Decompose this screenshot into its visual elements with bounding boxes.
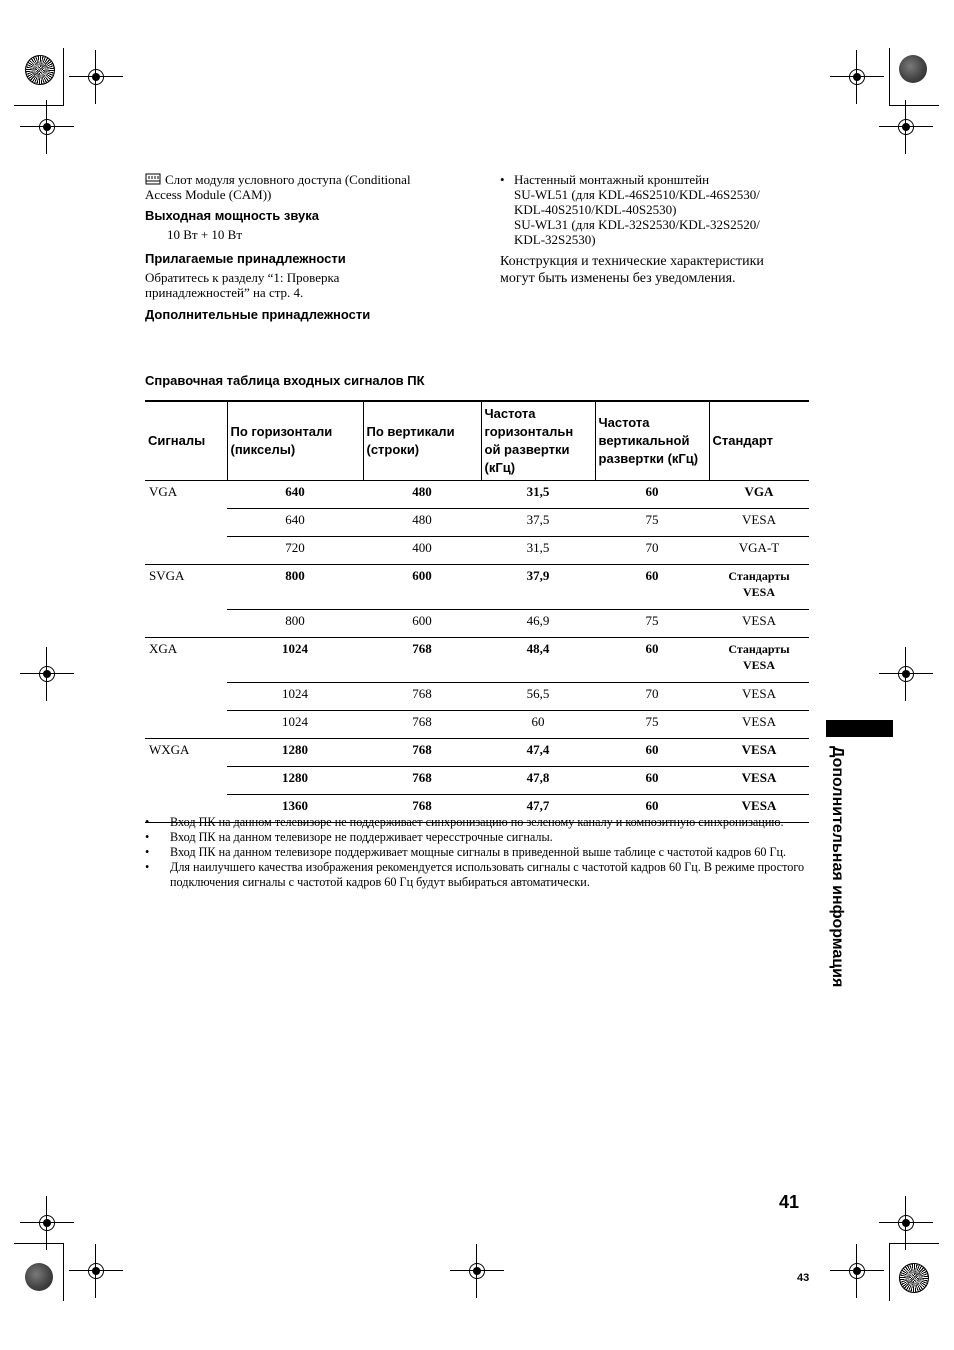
registration-mark [85, 66, 107, 88]
standard-cell: Стандарты VESA [709, 565, 809, 610]
standard-cell: VESA [709, 739, 809, 767]
h-pixels-cell: 1280 [227, 767, 363, 795]
signal-cell: SVGA [145, 565, 227, 610]
registration-mark [36, 663, 58, 685]
standard-cell: VESA [709, 711, 809, 739]
note-item [145, 860, 805, 890]
v-lines-cell: 768 [363, 795, 481, 823]
v-freq-cell: 60 [595, 481, 709, 509]
table-row [145, 638, 809, 683]
bullet: • [145, 830, 150, 844]
signal-cell [145, 537, 227, 565]
v-freq-cell: 60 [595, 795, 709, 823]
registration-mark [85, 1260, 107, 1282]
h-pixels-cell: 800 [227, 565, 363, 610]
disclaimer: Конструкция и технические характеристики могут быть изменены без уведомления. [500, 254, 764, 286]
pc-signal-table [145, 400, 809, 823]
bracket-line: SU-WL51 (для KDL-46S2510/KDL-46S2530/ [514, 187, 760, 202]
h-pixels-cell: 1024 [227, 683, 363, 711]
h-pixels-cell: 1024 [227, 638, 363, 683]
signal-cell [145, 767, 227, 795]
signal-cell: XGA [145, 638, 227, 683]
h-pixels-cell: 640 [227, 481, 363, 509]
bracket-title: Настенный монтажный кронштейн [514, 172, 710, 187]
table-row [145, 739, 809, 767]
h-freq-cell: 46,9 [481, 610, 595, 638]
signal-cell [145, 683, 227, 711]
h-pixels-cell: 1280 [227, 739, 363, 767]
table-notes [145, 815, 805, 890]
v-lines-cell: 480 [363, 509, 481, 537]
h-pixels-cell: 640 [227, 509, 363, 537]
v-lines-cell: 768 [363, 739, 481, 767]
note-item [145, 815, 805, 830]
standard-cell: VGA-T [709, 537, 809, 565]
v-freq-cell: 60 [595, 565, 709, 610]
bullet: • [145, 860, 150, 874]
note-text: Вход ПК на данном телевизоре не поддерживает чересстрочные сигналы. [170, 830, 553, 844]
v-freq-cell: 70 [595, 683, 709, 711]
standard-cell: VESA [709, 683, 809, 711]
color-target-top-left [25, 55, 55, 85]
standard-cell: VESA [709, 509, 809, 537]
h-freq-cell: 31,5 [481, 481, 595, 509]
column-header: Частота вертикальной развертки (кГц) [595, 401, 709, 481]
h-freq-cell: 47,7 [481, 795, 595, 823]
gray-target-bottom-left [25, 1263, 53, 1291]
v-lines-cell: 600 [363, 610, 481, 638]
h-freq-cell: 37,9 [481, 565, 595, 610]
table-row [145, 509, 809, 537]
h-freq-cell: 47,8 [481, 767, 595, 795]
h-freq-cell: 56,5 [481, 683, 595, 711]
bracket-line: SU-WL31 (для KDL-32S2530/KDL-32S2520/ [514, 217, 760, 232]
h-pixels-cell: 1024 [227, 711, 363, 739]
sheet-number: 43 [797, 1272, 810, 1284]
column-header: По горизонтали (пикселы) [227, 401, 363, 481]
sound-value: 10 Вт + 10 Вт [167, 227, 243, 242]
page-number: 41 [779, 1192, 800, 1212]
registration-mark [895, 663, 917, 685]
table-title: Справочная таблица входных сигналов ПК [145, 373, 425, 388]
h-freq-cell: 37,5 [481, 509, 595, 537]
registration-mark [895, 1212, 917, 1234]
v-lines-cell: 768 [363, 638, 481, 683]
h-freq-cell: 31,5 [481, 537, 595, 565]
signal-cell: VGA [145, 481, 227, 509]
note-item [145, 830, 805, 845]
v-freq-cell: 60 [595, 739, 709, 767]
h-pixels-cell: 1360 [227, 795, 363, 823]
bullet: • [145, 815, 150, 829]
table-row [145, 683, 809, 711]
h-freq-cell: 60 [481, 711, 595, 739]
column-header: Стандарт [709, 401, 809, 481]
table-row [145, 565, 809, 610]
cam-slot-icon [145, 173, 161, 185]
v-freq-cell: 70 [595, 537, 709, 565]
registration-mark [846, 66, 868, 88]
section-tab-marker [826, 720, 893, 737]
registration-mark [466, 1260, 488, 1282]
section-tab-label: Дополнительная информация [829, 746, 846, 988]
bracket-line: KDL-40S2510/KDL-40S2530) [514, 202, 677, 217]
cam-text: Слот модуля условного доступа (Conditional Access Module (CAM)) [145, 172, 411, 202]
h-freq-cell: 47,4 [481, 739, 595, 767]
optional-heading: Дополнительные принадлежности [145, 307, 371, 322]
v-freq-cell: 75 [595, 610, 709, 638]
color-target-bottom-right [899, 1263, 929, 1293]
standard-cell: VGA [709, 481, 809, 509]
bullet: • [500, 172, 505, 187]
v-lines-cell: 768 [363, 683, 481, 711]
note-text: Вход ПК на данном телевизоре поддерживает мощные сигналы в приведенной выше таблице с частотой кадров 60 Гц. [170, 845, 787, 859]
supplied-heading: Прилагаемые принадлежности [145, 251, 346, 266]
v-freq-cell: 60 [595, 767, 709, 795]
bracket-line: KDL-32S2530) [514, 232, 596, 247]
table-row [145, 610, 809, 638]
standard-cell: Стандарты VESA [709, 638, 809, 683]
standard-cell: VESA [709, 795, 809, 823]
registration-mark [895, 116, 917, 138]
signal-cell [145, 610, 227, 638]
v-lines-cell: 400 [363, 537, 481, 565]
right-column [500, 172, 800, 287]
v-freq-cell: 75 [595, 711, 709, 739]
bullet: • [145, 845, 150, 859]
signal-cell [145, 711, 227, 739]
registration-mark [36, 1212, 58, 1234]
v-freq-cell: 75 [595, 509, 709, 537]
column-header: По вертикали (строки) [363, 401, 481, 481]
table-row [145, 711, 809, 739]
signal-cell: WXGA [145, 739, 227, 767]
v-freq-cell: 60 [595, 638, 709, 683]
registration-mark [846, 1260, 868, 1282]
standard-cell: VESA [709, 610, 809, 638]
registration-mark [36, 116, 58, 138]
signal-cell [145, 509, 227, 537]
v-lines-cell: 480 [363, 481, 481, 509]
note-text: Для наилучшего качества изображения рекомендуется использовать сигналы с частотой кадров 60 Гц. В режиме простого подключения сигналы с частотой кадров 60 Гц будут выбираться автоматически. [170, 860, 805, 889]
cam-spec [145, 172, 445, 202]
standard-cell: VESA [709, 767, 809, 795]
note-item [145, 845, 805, 860]
v-lines-cell: 768 [363, 767, 481, 795]
sound-heading: Выходная мощность звука [145, 208, 319, 223]
gray-target-top-right [899, 55, 927, 83]
left-column [145, 172, 445, 326]
v-lines-cell: 768 [363, 711, 481, 739]
h-pixels-cell: 720 [227, 537, 363, 565]
v-lines-cell: 600 [363, 565, 481, 610]
column-header: Частота горизонтальн ой развертки (кГц) [481, 401, 595, 481]
table-header-row [145, 401, 809, 481]
table-row [145, 481, 809, 509]
h-freq-cell: 48,4 [481, 638, 595, 683]
note-text: Вход ПК на данном телевизоре не поддерживает синхронизацию по зеленому каналу и композитную синхронизацию. [170, 815, 784, 829]
table-row [145, 537, 809, 565]
table-row [145, 767, 809, 795]
h-pixels-cell: 800 [227, 610, 363, 638]
column-header: Сигналы [145, 401, 227, 481]
bracket-item [500, 172, 800, 247]
supplied-text: Обратитесь к разделу “1: Проверка принадлежностей” на стр. 4. [145, 270, 340, 300]
